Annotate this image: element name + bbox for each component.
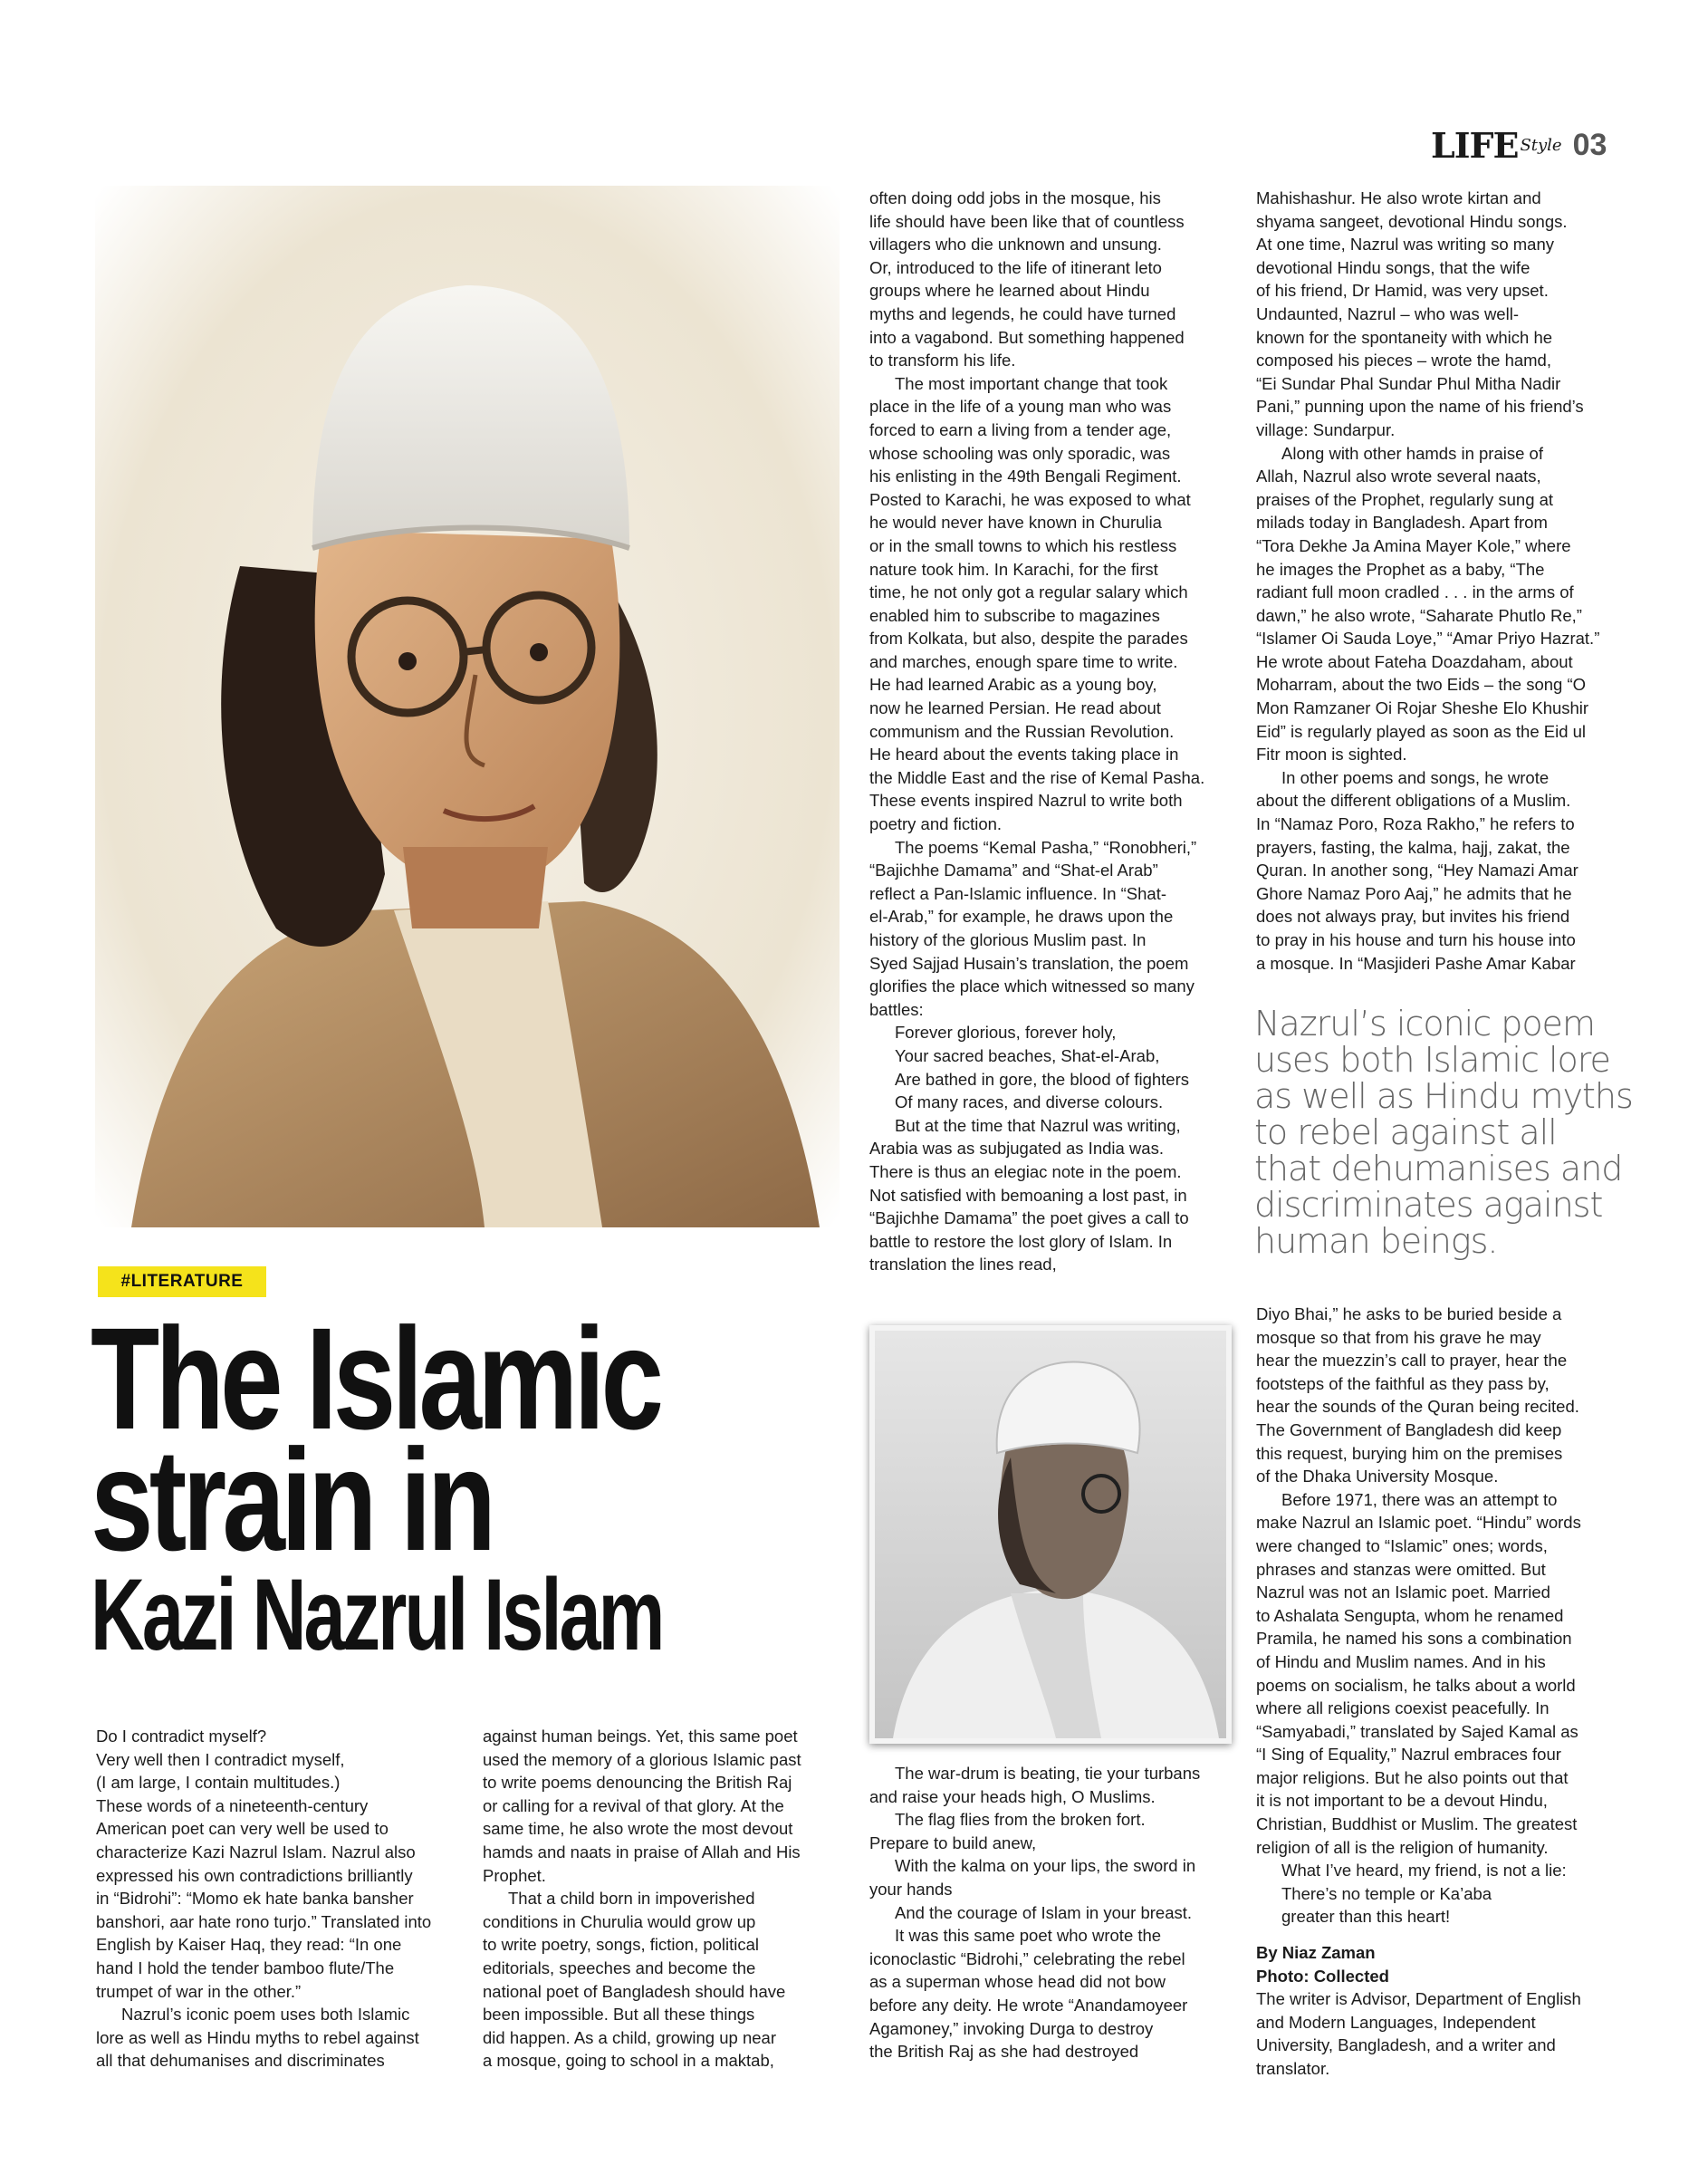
pull-quote [1254, 1005, 1635, 1259]
text-line: his enlisting in the 49th Bengali Regiment. [869, 467, 1182, 486]
text-line: hand I hold the tender bamboo flute/The [96, 1958, 395, 1977]
text-line: American poet can very well be used to [96, 1819, 389, 1839]
text-line: myths and legends, he could have turned [869, 303, 1176, 323]
text-line: hear the sounds of the Quran being recited. [1256, 1397, 1579, 1417]
text-line: religion of all is the religion of humanity. [1256, 1837, 1549, 1857]
text-line: The poems “Kemal Pasha,” “Ronobheri,” [895, 837, 1197, 857]
verse-line: Prepare to build anew, [869, 1833, 1037, 1852]
text-line: “Bajichhe Damama” the poet gives a call to [869, 1208, 1189, 1228]
text-line: He wrote about Fateha Doazdaham, about [1256, 651, 1573, 671]
verse-line: What I’ve heard, my friend, is not a lie: [1281, 1861, 1567, 1881]
text-line: hear the muezzin’s call to prayer, hear the [1256, 1351, 1568, 1371]
text-line: of his friend, Dr Hamid, was very upset. [1256, 281, 1549, 301]
text-line: of Hindu and Muslim names. And in his [1256, 1651, 1546, 1671]
text-line: this request, burying him on the premises [1256, 1443, 1563, 1463]
text-line: Or, introduced to the life of itinerant leto [869, 257, 1162, 277]
text-line: At one time, Nazrul was writing so many [1256, 235, 1555, 255]
text-line: poems on socialism, he talks about a world [1256, 1675, 1576, 1695]
text-line: life should have been like that of countless [869, 211, 1185, 231]
text-line: Nazrul was not an Islamic poet. Married [1256, 1582, 1550, 1602]
text-line: Mahishashur. He also wrote kirtan and [1256, 188, 1541, 207]
text-line: as a superman whose head did not bow [869, 1972, 1166, 1992]
publication-brand [1431, 123, 1621, 167]
verse-line: Forever glorious, forever holy, [895, 1023, 1117, 1043]
text-line: Prophet. [483, 1865, 546, 1885]
verse-line: greater than this heart! [1281, 1907, 1451, 1927]
text-line: used the memory of a glorious Islamic past [483, 1749, 801, 1769]
text-line: does not always pray, but invites his friend [1256, 907, 1570, 927]
text-line: Undaunted, Nazrul – who was well- [1256, 303, 1519, 323]
text-line: trumpet of war in the other.” [96, 1981, 302, 2001]
text-line: expressed his own contradictions brilliantly [96, 1865, 413, 1885]
text-line: in “Bidrohi”: “Momo ek hate banka bansher [96, 1889, 414, 1909]
inset-photograph [869, 1325, 1232, 1744]
text-line: glorifies the place which witnessed so many [869, 976, 1195, 996]
text-line: But at the time that Nazrul was writing, [895, 1115, 1181, 1135]
text-line: all that dehumanises and discriminates [96, 2051, 385, 2071]
article-column-2 [483, 1725, 845, 2073]
article-column-4-continued [1256, 1303, 1636, 1929]
text-line: It was this same poet who wrote the [895, 1926, 1162, 1946]
article-column-3 [869, 187, 1232, 1276]
text-line: lore as well as Hindu myths to rebel against [96, 2027, 419, 2047]
text-line: before any deity. He wrote “Anandamoyeer [869, 1995, 1188, 2015]
text-line: battle to restore the lost glory of Islam. In [869, 1231, 1173, 1251]
text-line: poetry and fiction. [869, 814, 1003, 834]
text-line: where all religions coexist peacefully. In [1256, 1698, 1550, 1718]
text-line: In other poems and songs, he wrote [1281, 767, 1550, 787]
text-line: hamds and naats in praise of Allah and His [483, 1842, 801, 1861]
text-line: dawn,” he also wrote, “Saharate Phutlo Re,” [1256, 605, 1582, 625]
text-line: been impossible. But all these things [483, 2005, 755, 2025]
text-line: conditions in Churulia would grow up [483, 1911, 756, 1931]
text-line: The most important change that took [895, 373, 1168, 393]
text-line: “Samyabadi,” translated by Sajed Kamal as [1256, 1721, 1578, 1741]
text-line: Allah, Nazrul also wrote several naats, [1256, 467, 1541, 486]
text-line: He heard about the events taking place in [869, 745, 1179, 765]
text-line: battles: [869, 999, 924, 1019]
portrait-illustration [95, 186, 840, 1227]
verse-line: your hands [869, 1879, 953, 1899]
photo-credit: Photo: Collected [1256, 1966, 1389, 1986]
text-line: whose schooling was only sporadic, was [869, 443, 1171, 463]
verse-line: Your sacred beaches, Shat-el-Arab, [895, 1045, 1160, 1065]
text-line: Before 1971, there was an attempt to [1281, 1489, 1558, 1509]
text-line: same time, he also wrote the most devout [483, 1819, 793, 1839]
verse-line: Are bathed in gore, the blood of fighters [895, 1069, 1189, 1089]
text-line: were changed to “Islamic” ones; words, [1256, 1535, 1548, 1555]
text-line: praises of the Prophet, regularly sung at [1256, 489, 1554, 509]
text-line: He had learned Arabic as a young boy, [869, 675, 1157, 695]
verse-line: With the kalma on your lips, the sword in [895, 1856, 1196, 1876]
text-line: milads today in Bangladesh. Apart from [1256, 513, 1548, 533]
text-line: That a child born in impoverished [508, 1889, 755, 1909]
verse-line: And the courage of Islam in your breast. [895, 1902, 1193, 1922]
text-line: banshori, aar hate rono turjo.” Translated into [96, 1911, 432, 1931]
text-line: footsteps of the faithful as they pass by, [1256, 1373, 1550, 1393]
article-column-4 [1256, 187, 1636, 975]
byline [1256, 1941, 1636, 2081]
text-line: the British Raj as she had destroyed [869, 2042, 1139, 2062]
text-line: Diyo Bhai,” he asks to be buried beside a [1256, 1304, 1562, 1323]
text-line: Arabia was as subjugated as India was. [869, 1139, 1164, 1159]
text-line: a mosque, going to school in a maktab, [483, 2051, 774, 2071]
section-tag: #LITERATURE [98, 1266, 266, 1297]
text-line: Mon Ramzaner Oi Rojar Sheshe Elo Khushir [1256, 698, 1589, 718]
text-line: and marches, enough spare time to write. [869, 651, 1178, 671]
text-line: Pramila, he named his sons a combination [1256, 1629, 1572, 1649]
text-line: “Bajichhe Damama” and “Shat-el Arab” [869, 861, 1158, 880]
pull-quote-line: to rebel against all [1254, 1112, 1557, 1152]
text-line: The Government of Bangladesh did keep [1256, 1419, 1562, 1439]
text-line: from Kolkata, but also, despite the parades [869, 629, 1188, 649]
text-line: did happen. As a child, growing up near [483, 2027, 776, 2047]
text-line: he images the Prophet as a baby, “The [1256, 559, 1545, 579]
text-line: against human beings. Yet, this same poet [483, 1727, 798, 1746]
text-line: devotional Hindu songs, that the wife [1256, 257, 1530, 277]
text-line: of the Dhaka University Mosque. [1256, 1467, 1499, 1486]
pull-quote-line: as well as Hindu myths [1254, 1076, 1633, 1116]
text-line: Do I contradict myself? [96, 1727, 267, 1746]
headline-line-1: The Islamic [91, 1297, 660, 1459]
verse-line: There’s no temple or Ka’aba [1281, 1883, 1492, 1903]
text-line: Syed Sajjad Husain’s translation, the poem [869, 953, 1189, 973]
text-line: Christian, Buddhist or Muslim. The greatest [1256, 1814, 1578, 1834]
author-bio-line: translator. [1256, 2058, 1330, 2078]
article-column-1 [96, 1725, 458, 2073]
text-line: Along with other hamds in praise of [1281, 443, 1543, 463]
text-line: nature took him. In Karachi, for the first [869, 559, 1158, 579]
text-line: These events inspired Nazrul to write both [869, 791, 1183, 811]
text-line: mosque so that from his grave he may [1256, 1327, 1541, 1347]
text-line: village: Sundarpur. [1256, 419, 1396, 439]
text-line: he would never have known in Churulia [869, 513, 1162, 533]
text-line: These words of a nineteenth-century [96, 1795, 369, 1815]
text-line: editorials, speeches and become the [483, 1958, 756, 1977]
text-line: Quran. In another song, “Hey Namazi Amar [1256, 861, 1578, 880]
text-line: “Ei Sundar Phal Sundar Phul Mitha Nadir [1256, 373, 1561, 393]
text-line: Not satisfied with bemoaning a lost past, in [869, 1185, 1187, 1205]
text-line: history of the glorious Muslim past. In [869, 930, 1147, 949]
text-line: it is not important to be a devout Hindu, [1256, 1791, 1548, 1811]
text-line: to pray in his house and turn his house into [1256, 930, 1576, 949]
text-line: “Islamer Oi Sauda Loye,” “Amar Priyo Hazrat.” [1256, 629, 1600, 649]
text-line: prayers, fasting, the kalma, hajj, zakat, the [1256, 837, 1570, 857]
text-line: groups where he learned about Hindu [869, 281, 1150, 301]
text-line: “I Sing of Equality,” Nazrul embraces four [1256, 1745, 1561, 1765]
verse-line: Of many races, and diverse colours. [895, 1092, 1164, 1112]
author-bio-line: The writer is Advisor, Department of English [1256, 1989, 1581, 2009]
text-line: Ghore Namaz Poro Aaj,” he admits that he [1256, 883, 1572, 903]
text-line: el-Arab,” for example, he draws upon the [869, 907, 1174, 927]
verse-line: and raise your heads high, O Muslims. [869, 1786, 1156, 1806]
text-line: In “Namaz Poro, Roza Rakho,” he refers to [1256, 814, 1575, 834]
text-line: major religions. But he also points out that [1256, 1767, 1569, 1787]
text-line: or calling for a revival of that glory. At the [483, 1795, 784, 1815]
text-line: There is thus an elegiac note in the poem. [869, 1161, 1182, 1181]
text-line: national poet of Bangladesh should have [483, 1981, 786, 2001]
text-line: iconoclastic “Bidrohi,” celebrating the rebel [869, 1948, 1185, 1968]
text-line: Eid” is regularly played as soon as the Eid ul [1256, 721, 1587, 741]
author-bio-line: University, Bangladesh, and a writer and [1256, 2035, 1556, 2055]
author-name: By Niaz Zaman [1256, 1943, 1376, 1962]
text-line: the Middle East and the rise of Kemal Pasha. [869, 767, 1205, 787]
text-line: shyama sangeet, devotional Hindu songs. [1256, 211, 1568, 231]
verse-line: The flag flies from the broken fort. [895, 1810, 1146, 1830]
text-line: time, he not only got a regular salary which [869, 582, 1188, 602]
text-line: phrases and stanzas were omitted. But [1256, 1559, 1546, 1579]
text-line: (I am large, I contain multitudes.) [96, 1773, 341, 1793]
text-line: “Tora Dekhe Ja Amina Mayer Kole,” where [1256, 535, 1571, 555]
text-line: place in the life of a young man who was [869, 397, 1172, 417]
pull-quote-line: Nazrul’s iconic poem [1254, 1004, 1595, 1044]
text-line: characterize Kazi Nazrul Islam. Nazrul also [96, 1842, 416, 1861]
text-line: to write poems denouncing the British Raj [483, 1773, 792, 1793]
article-column-3-continued [869, 1762, 1232, 2063]
text-line: Posted to Karachi, he was exposed to what [869, 489, 1191, 509]
text-line: Fitr moon is sighted. [1256, 745, 1407, 765]
text-line: enabled him to subscribe to magazines [869, 605, 1160, 625]
text-line: villagers who die unknown and unsung. [869, 235, 1162, 255]
text-line: composed his pieces – wrote the hamd, [1256, 351, 1551, 370]
text-line: communism and the Russian Revolution. [869, 721, 1175, 741]
text-line: to Ashalata Sengupta, whom he renamed [1256, 1605, 1564, 1625]
brand-script: Style [1520, 135, 1562, 155]
pull-quote-line: that dehumanises and [1254, 1149, 1623, 1188]
text-line: often doing odd jobs in the mosque, his [869, 188, 1161, 207]
pull-quote-line: human beings. [1254, 1221, 1498, 1261]
text-line: Pani,” punning upon the name of his friend’s [1256, 397, 1584, 417]
verse-line: The war-drum is beating, tie your turbans [895, 1764, 1201, 1783]
text-line: into a vagabond. But something happened [869, 327, 1185, 347]
text-line: to write poetry, songs, fiction, political [483, 1935, 760, 1955]
text-line: now he learned Persian. He read about [869, 698, 1161, 718]
author-bio-line: and Modern Languages, Independent [1256, 2012, 1536, 2032]
brand-main: LIFE [1431, 124, 1519, 166]
text-line: radiant full moon cradled . . . in the arms of [1256, 582, 1574, 602]
text-line: Agamoney,” invoking Durga to destroy [869, 2018, 1154, 2038]
text-line: translation the lines read, [869, 1255, 1057, 1275]
text-line: Moharram, about the two Eids – the song “O [1256, 675, 1587, 695]
text-line: make Nazrul an Islamic poet. “Hindu” words [1256, 1513, 1581, 1533]
photograph-illustration [875, 1331, 1226, 1738]
text-line: Very well then I contradict myself, [96, 1749, 345, 1769]
text-line: about the different obligations of a Muslim. [1256, 791, 1571, 811]
portrait-painting [95, 186, 840, 1227]
text-line: English by Kaiser Haq, they read: “In one [96, 1935, 402, 1955]
text-line: or in the small towns to which his restless [869, 535, 1177, 555]
headline-line-2: strain in [91, 1419, 493, 1581]
pull-quote-line: uses both Islamic lore [1254, 1040, 1610, 1080]
text-line: a mosque. In “Masjideri Pashe Amar Kabar [1256, 953, 1576, 973]
page-number: 03 [1572, 127, 1607, 162]
text-line: reflect a Pan-Islamic influence. In “Shat- [869, 883, 1167, 903]
headline [91, 1297, 743, 1671]
text-line: forced to earn a living from a tender age, [869, 419, 1172, 439]
text-line: known for the spontaneity with which he [1256, 327, 1553, 347]
text-line: to transform his life. [869, 351, 1016, 370]
text-line: Nazrul’s iconic poem uses both Islamic [121, 2005, 410, 2025]
headline-line-3: Kazi Nazrul Islam [91, 1558, 663, 1671]
pull-quote-line: discriminates against [1254, 1185, 1603, 1225]
